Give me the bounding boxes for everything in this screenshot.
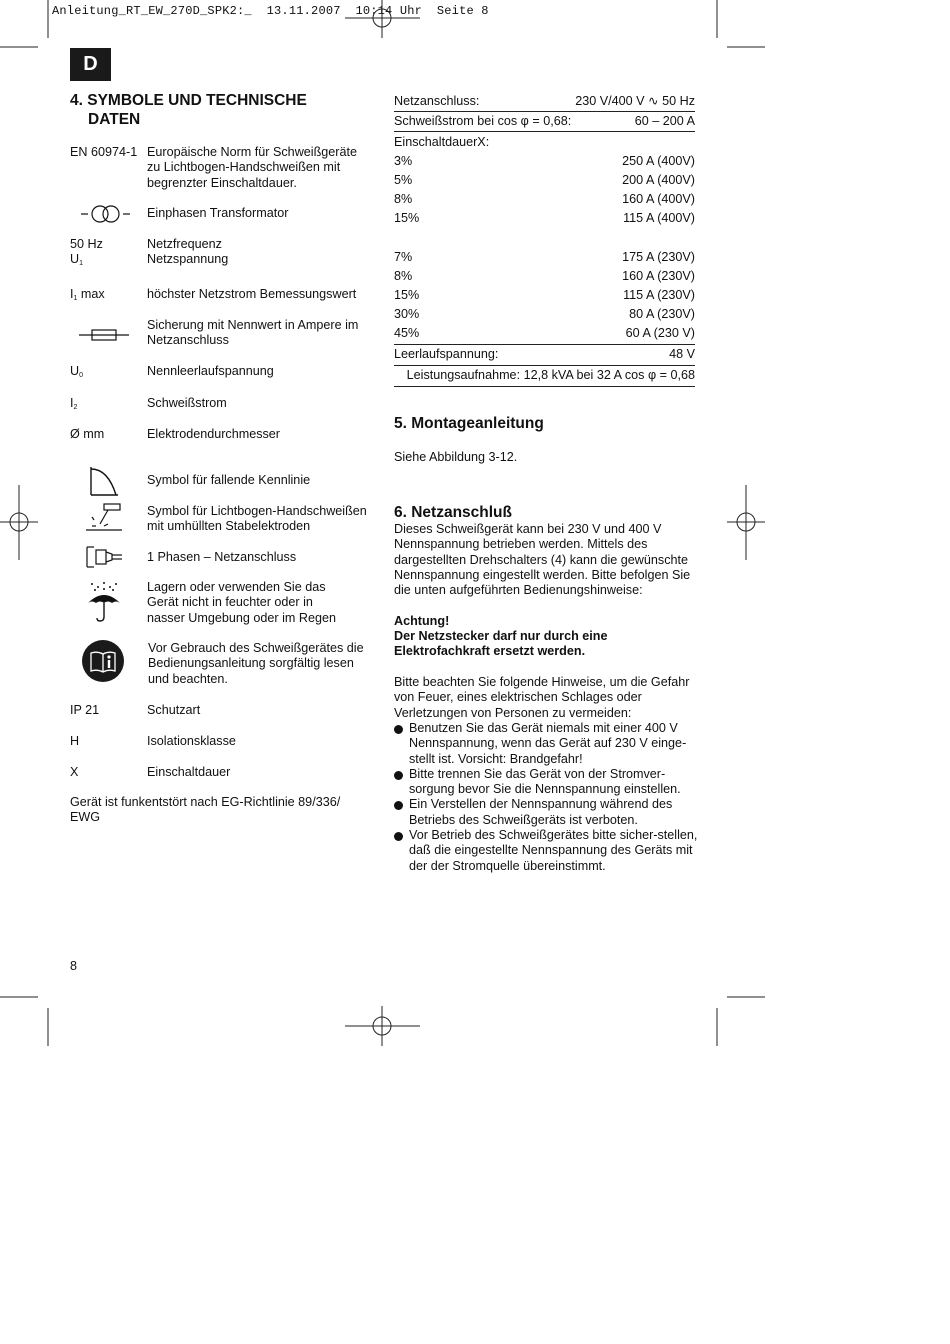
- section-6-intro: Dieses Schweißgerät kann bei 230 V und 400 V Nennspannung betrieben werden. Mittels des dargestellten Drehschalters (4) kann die gewünschte Nennspannung eingestellt werden. Bitte befolgen Sie die unten aufgeführten Bedienungshinweise:: [394, 522, 691, 598]
- duty-row: [394, 268, 695, 287]
- diameter-desc: Elektrodendurchmesser: [147, 427, 280, 441]
- registration-mark-right: [727, 485, 765, 560]
- x-code: X: [70, 765, 79, 779]
- spec-idle: [394, 346, 695, 365]
- spec-rule: [394, 131, 695, 132]
- duty-current: 175 A (230V): [622, 250, 695, 264]
- rain-desc-line1: Lagern oder verwenden Sie das: [147, 580, 326, 594]
- duty-row: [394, 153, 695, 172]
- read-manual-icon: [81, 639, 125, 683]
- hints-list: [394, 721, 698, 874]
- spec-mains: [394, 93, 695, 112]
- duty-percent: 8%: [394, 192, 413, 206]
- rain-desc-line2: Gerät nicht in feuchter oder in: [147, 595, 313, 610]
- section-4-title-line2: DATEN: [88, 111, 141, 128]
- falling-curve-desc: Symbol für fallende Kennlinie: [147, 473, 311, 487]
- duty-row: [394, 249, 695, 268]
- duty-row: [394, 325, 695, 344]
- arc-welding-icon: [84, 502, 124, 534]
- rain-desc-line3: nasser Umgebung oder im Regen: [147, 610, 337, 625]
- duty-current: 160 A (400V): [622, 192, 695, 206]
- page-number: 8: [70, 959, 78, 973]
- spec-power: [394, 367, 695, 386]
- duty-percent: 5%: [394, 173, 413, 187]
- spec-mains-label: Netzanschluss:: [394, 94, 480, 108]
- list-item: Vor Betrieb des Schweißgerätes bitte sicher-stellen, daß die eingestellte Nennspannung des Geräts mit der der Stromquelle übereinstimmt.: [394, 828, 698, 874]
- i2-code: $I_2$: [70, 396, 78, 411]
- section-4-title-line1: 4. SYMBOLE UND TECHNISCHE: [70, 92, 307, 109]
- arc-welding-desc: Symbol für Lichtbogen-Handschweißen mit umhüllten Stabelektroden: [147, 504, 367, 534]
- duty-percent: 8%: [394, 269, 413, 283]
- mains-plug-icon: [84, 544, 124, 570]
- duty-current: 115 A (400V): [623, 211, 695, 225]
- transformer-icon: [80, 203, 132, 225]
- duty-current: 160 A (230V): [622, 269, 695, 283]
- duty-current: 60 A (230 V): [625, 326, 695, 340]
- spec-mains-value: 230 V/400 V ∿ 50 Hz: [575, 94, 695, 108]
- fuse-icon: [78, 327, 130, 343]
- language-badge: D: [70, 48, 111, 81]
- ip-code: IP 21: [70, 703, 100, 717]
- registration-mark-left: [0, 485, 38, 560]
- diameter-code: Ø mm: [70, 427, 105, 441]
- list-item: Bitte trennen Sie das Gerät von der Stromver-sorgung bevor Sie die Nennspannung einstellen.: [394, 767, 698, 798]
- duty-percent: 15%: [394, 288, 420, 302]
- duty-row: [394, 306, 695, 325]
- duty-current: 200 A (400V): [622, 173, 695, 187]
- duty-percent: 3%: [394, 154, 413, 168]
- spec-duty-label: EinschaltdauerX:: [394, 135, 490, 149]
- freq-desc: Netzfrequenz: [147, 237, 222, 251]
- spec-current-label: Schweißstrom bei cos φ = 0,68:: [394, 114, 572, 128]
- u1-code: $U_1$: [70, 252, 84, 267]
- transformer-desc: Einphasen Transformator: [147, 206, 289, 220]
- read-manual-desc: Vor Gebrauch des Schweißgerätes die Bedienungsanleitung sorgfältig lesen und beachten.: [148, 641, 364, 686]
- u0-code: $U_0$: [70, 364, 84, 379]
- ip-desc: Schutzart: [147, 703, 201, 717]
- h-code: H: [70, 734, 80, 748]
- spec-current: [394, 113, 695, 132]
- u1-desc: Netzspannung: [147, 252, 229, 266]
- spec-rule: [394, 111, 695, 112]
- freq-code: 50 Hz: [70, 237, 103, 251]
- spec-power-text: Leistungsaufnahme: 12,8 kVA bei 32 A cos φ = 0,68: [406, 368, 695, 382]
- duty-current: 80 A (230V): [629, 307, 695, 321]
- section-6-title: 6. Netzanschluß: [394, 504, 512, 521]
- duty-percent: 45%: [394, 326, 420, 340]
- section-5-text: Siehe Abbildung 3-12.: [394, 450, 518, 464]
- spec-rule: [394, 344, 695, 345]
- duty-row: [394, 191, 695, 210]
- u0-desc: Nennleerlaufspannung: [147, 364, 274, 378]
- section-4-title: [70, 91, 360, 129]
- duty-current: 115 A (230V): [623, 288, 695, 302]
- duty-row: [394, 287, 695, 306]
- warning-text: Der Netzstecker darf nur durch eine Elektrofachkraft ersetzt werden.: [394, 629, 608, 659]
- duty-row: [394, 210, 695, 229]
- section-5-title: 5. Montageanleitung: [394, 415, 544, 432]
- duty-row: [394, 172, 695, 191]
- list-item: Ein Verstellen der Nennspannung während des Betriebs des Schweißgeräts ist verboten.: [394, 797, 698, 828]
- spec-rule: [394, 386, 695, 387]
- registration-mark-top: [345, 0, 420, 38]
- spec-idle-label: Leerlaufspannung:: [394, 347, 499, 361]
- spec-current-value: 60 – 200 A: [634, 114, 695, 128]
- emc-note: Gerät ist funkentstört nach EG-Richtlinie 89/336/ EWG: [70, 795, 341, 825]
- print-header: Anleitung_RT_EW_270D_SPK2:_ 13.11.2007 10:14 Uhr Seite 8: [52, 4, 489, 18]
- umbrella-rain-icon: [84, 581, 124, 623]
- warning-title: Achtung!: [394, 614, 450, 628]
- hints-intro: Bitte beachten Sie folgende Hinweise, um die Gefahr von Feuer, eines elektrischen Schlages oder Verletzungen von Personen zu vermeiden:: [394, 675, 690, 720]
- i2-desc: Schweißstrom: [147, 396, 227, 410]
- spec-idle-value: 48 V: [669, 347, 695, 361]
- falling-curve-icon: [88, 465, 120, 497]
- i1-code: $I_1$ max: [70, 287, 105, 302]
- duty-current: 250 A (400V): [622, 154, 695, 168]
- norm-desc: Europäische Norm für Schweißgeräte zu Lichtbogen-Handschweißen mit begrenzter Einschaltdauer.: [147, 145, 357, 190]
- fuse-desc: Sicherung mit Nennwert in Ampere im Netzanschluss: [147, 318, 359, 348]
- spec-rule: [394, 365, 695, 366]
- spec-duty-label-row: [394, 134, 695, 153]
- list-item: Benutzen Sie das Gerät niemals mit einer 400 V Nennspannung, wenn das Gerät auf 230 V einge-stellt ist. Vorsicht: Brandgefahr!: [394, 721, 698, 767]
- duty-percent: 15%: [394, 211, 420, 225]
- registration-mark-bottom: [345, 1006, 420, 1046]
- duty-percent: 7%: [394, 250, 413, 264]
- norm-code: EN 60974-1: [70, 145, 138, 159]
- h-desc: Isolationsklasse: [147, 734, 236, 748]
- duty-percent: 30%: [394, 307, 420, 321]
- rain-desc: [147, 580, 373, 626]
- mains-plug-desc: 1 Phasen – Netzanschluss: [147, 550, 297, 564]
- i1-desc: höchster Netzstrom Bemessungswert: [147, 287, 357, 301]
- x-desc: Einschaltdauer: [147, 765, 231, 779]
